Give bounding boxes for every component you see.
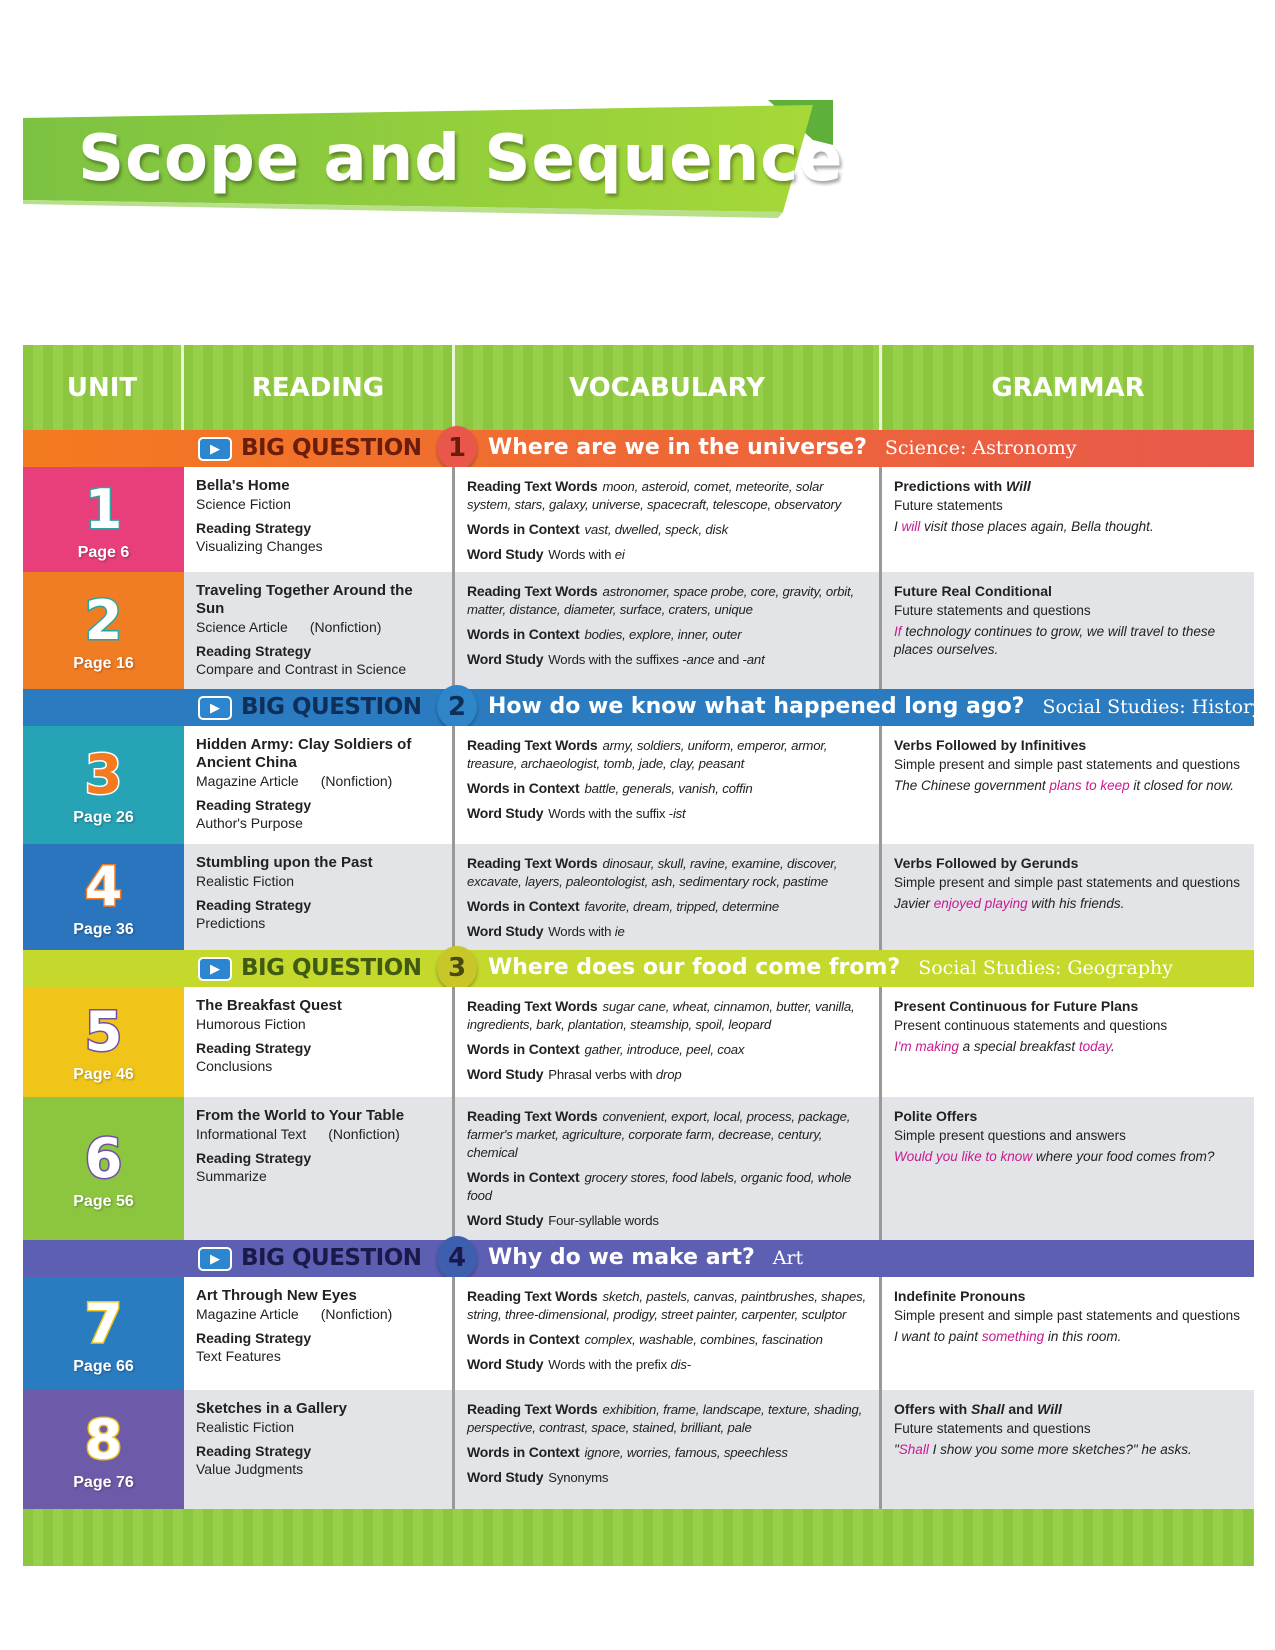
unit-row [23, 1277, 1254, 1390]
text: with his friends. [1027, 896, 1125, 911]
grammar-cell [882, 726, 1254, 844]
table-header [23, 345, 1254, 430]
genre: Realistic Fiction [196, 1419, 295, 1435]
unit-row [23, 844, 1254, 950]
unit-cell [23, 467, 184, 572]
grammar-example [894, 777, 1242, 795]
label: Reading Text Words [467, 1108, 598, 1124]
unit-page: Page 56 [73, 1192, 134, 1210]
big-question-band [23, 689, 1263, 726]
text: Javier [894, 896, 934, 911]
words: vast, dwelled, speck, disk [584, 522, 729, 537]
unit-number: 7 [84, 1291, 123, 1355]
grammar-cell [882, 987, 1254, 1097]
unit-row [23, 987, 1254, 1097]
text: ist [672, 806, 686, 821]
words-in-context [467, 1168, 867, 1205]
words-in-context [467, 1040, 867, 1059]
word-study [467, 1211, 867, 1230]
genre-type: (Nonfiction) [320, 1306, 393, 1322]
header-reading: READING [184, 345, 455, 430]
unit-number: 3 [84, 743, 123, 806]
unit-cell [23, 987, 184, 1097]
reading-text-words [467, 477, 867, 514]
unit-row [23, 1097, 1254, 1240]
words: ignore, worries, famous, speechless [584, 1445, 788, 1460]
grammar-cell [882, 467, 1254, 572]
highlighted-word: today [1078, 1039, 1111, 1054]
reading-title: From the World to Your Table [196, 1107, 405, 1124]
question-subject: Art [772, 1247, 804, 1269]
text: Polite Offers [894, 1108, 978, 1124]
text: I want to paint [894, 1329, 982, 1344]
text: in this room. [1044, 1329, 1122, 1344]
reading-title: Stumbling upon the Past [196, 854, 373, 871]
words: army, soldiers, uniform, emperor, armor, treasure, archaeologist, tomb, jade, clay, peasant [467, 738, 828, 771]
text: Verbs Followed by Gerunds [894, 855, 1079, 871]
label: Word Study [467, 651, 544, 667]
text: Synonyms [548, 1470, 609, 1485]
words: sketch, pastels, canvas, paintbrushes, shapes, string, three-dimensional, prodigy, street painter, carpenter, sculptor [467, 1289, 866, 1322]
reading-strategy: Conclusions [196, 1058, 273, 1074]
words: convenient, export, local, process, package, farmer's market, agriculture, corporate farm, decrease, century, chemical [467, 1109, 851, 1160]
label: Reading Text Words [467, 855, 598, 871]
play-icon: ▶ [198, 437, 232, 461]
text: Future Real Conditional [894, 583, 1052, 599]
label: Word Study [467, 1469, 544, 1485]
reading-strategy-label: Reading Strategy [196, 1040, 312, 1056]
words: grocery stores, food labels, organic food, whole food [467, 1170, 852, 1203]
vocabulary-cell [455, 1390, 882, 1509]
reading-text-words [467, 582, 867, 619]
words: dinosaur, skull, ravine, examine, discover, excavate, layers, paleontologist, ash, sedimentary rock, pastime [467, 856, 838, 889]
text: Present Continuous for Future Plans [894, 998, 1139, 1014]
reading-strategy: Visualizing Changes [196, 538, 323, 554]
play-icon: ▶ [198, 957, 232, 981]
reading-strategy-label: Reading Strategy [196, 897, 312, 913]
reading-cell [184, 467, 455, 572]
words: favorite, dream, tripped, determine [584, 899, 780, 914]
unit-row [23, 726, 1254, 844]
words: astronomer, space probe, core, gravity, orbit, matter, distance, diameter, surface, craters, unique [467, 584, 854, 617]
unit-cell [23, 844, 184, 950]
unit-number: 6 [84, 1126, 123, 1190]
big-question-band [23, 950, 1254, 987]
highlighted-word: will [901, 519, 921, 534]
label: Words in Context [467, 521, 580, 537]
reading-strategy: Value Judgments [196, 1461, 304, 1477]
text: it closed for now. [1129, 778, 1234, 793]
reading-text-words [467, 736, 867, 773]
vocabulary-cell [455, 467, 882, 572]
grammar-description: Simple present and simple past statements and questions [894, 875, 1240, 890]
reading-cell [184, 726, 455, 844]
words: moon, asteroid, comet, meteorite, solar system, stars, galaxy, universe, spacecraft, telescope, observatory [467, 479, 842, 512]
grammar-title [894, 997, 1242, 1015]
question-text: How do we know what happened long ago? [488, 694, 1025, 719]
big-question-band [23, 430, 1254, 467]
text: ei [614, 547, 625, 562]
text: Predictions with [894, 478, 1007, 494]
grammar-cell [882, 1097, 1254, 1240]
reading-text-words [467, 1107, 867, 1162]
reading-strategy-label: Reading Strategy [196, 1443, 312, 1459]
text: I show you some more sketches?" he asks. [928, 1442, 1192, 1457]
genre: Humorous Fiction [196, 1016, 306, 1032]
page-title: Scope and Sequence [78, 122, 844, 196]
text: Words with the prefix [548, 1357, 671, 1372]
genre-type: (Nonfiction) [309, 619, 382, 635]
vocabulary-cell [455, 726, 882, 844]
reading-title: Traveling Together Around the Sun [196, 582, 413, 617]
text: ie [614, 924, 625, 939]
label: Words in Context [467, 626, 580, 642]
grammar-title [894, 854, 1242, 872]
words-in-context [467, 779, 867, 798]
label: Words in Context [467, 1169, 580, 1185]
grammar-example [894, 895, 1242, 913]
unit-row [23, 1390, 1254, 1509]
reading-genre [196, 1015, 440, 1033]
label: Reading Text Words [467, 583, 598, 599]
text: Phrasal verbs with [548, 1067, 656, 1082]
text: Will [1006, 478, 1031, 494]
text: I [894, 519, 902, 534]
big-question-number: 4 [437, 1236, 477, 1280]
word-study [467, 545, 867, 564]
unit-page: Page 46 [73, 1066, 134, 1083]
grammar-example [894, 1038, 1242, 1056]
reading-genre [196, 772, 440, 790]
header-vocabulary: VOCABULARY [455, 345, 882, 430]
header-grammar: GRAMMAR [991, 372, 1145, 403]
big-question-band [23, 1240, 1254, 1277]
reading-strategy-label: Reading Strategy [196, 1330, 312, 1346]
reading-genre [196, 495, 440, 513]
text: . [1110, 1039, 1115, 1054]
unit-page: Page 16 [73, 654, 134, 672]
highlighted-word: enjoyed playing [933, 896, 1028, 911]
genre-type: (Nonfiction) [328, 1126, 400, 1142]
text: Indefinite Pronouns [894, 1288, 1026, 1304]
highlighted-word: something [981, 1329, 1045, 1344]
words-in-context [467, 1443, 867, 1462]
unit-cell [23, 726, 184, 844]
label: Word Study [467, 923, 544, 939]
words-in-context [467, 1330, 867, 1349]
reading-cell [184, 987, 455, 1097]
reading-title: Art Through New Eyes [196, 1287, 357, 1304]
text: drop [655, 1067, 682, 1082]
reading-cell [184, 1097, 455, 1240]
grammar-description: Future statements [894, 498, 1003, 513]
unit-number: 5 [84, 1000, 123, 1063]
play-icon: ▶ [198, 1247, 232, 1271]
text: Words with the suffix - [548, 806, 673, 821]
reading-genre [196, 618, 440, 636]
text: ant [746, 652, 765, 667]
reading-cell [184, 1277, 455, 1390]
grammar-description: Simple present and simple past statements and questions [894, 757, 1240, 772]
words: bodies, explore, inner, outer [584, 627, 742, 642]
big-question-label: BIG QUESTION [241, 1245, 422, 1271]
word-study [467, 804, 867, 823]
text: " [894, 1442, 899, 1457]
unit-number: 2 [84, 588, 123, 652]
big-question-text [488, 435, 1076, 460]
text: technology continues to grow, we will travel to these places ourselves. [894, 624, 1216, 657]
grammar-description: Simple present questions and answers [894, 1128, 1126, 1143]
scope-sequence-table [23, 345, 1263, 1566]
words-in-context [467, 897, 867, 916]
grammar-example [894, 623, 1242, 659]
label: Words in Context [467, 1444, 580, 1460]
grammar-description: Future statements and questions [894, 603, 1091, 618]
label: Words in Context [467, 1041, 580, 1057]
vocabulary-cell [455, 1097, 882, 1240]
grammar-description: Simple present and simple past statements and questions [894, 1308, 1240, 1323]
text: Offers with [894, 1401, 972, 1417]
label: Words in Context [467, 898, 580, 914]
question-text: Where does our food come from? [488, 955, 901, 980]
genre: Magazine Article [196, 1306, 299, 1322]
unit-page: Page 66 [73, 1357, 134, 1375]
vocabulary-cell [455, 987, 882, 1097]
text: Shall [971, 1401, 1005, 1417]
reading-strategy: Summarize [196, 1168, 267, 1184]
words: exhibition, frame, landscape, texture, shading, perspective, contrast, space, stained, brilliant, pale [467, 1402, 863, 1435]
vocabulary-cell [455, 1277, 882, 1390]
text: where your food comes from? [1032, 1149, 1215, 1164]
text: ance [686, 652, 715, 667]
genre-type: (Nonfiction) [320, 773, 393, 789]
text: Words with the suffixes - [548, 652, 687, 667]
reading-strategy: Author's Purpose [196, 815, 303, 831]
reading-strategy: Text Features [196, 1348, 281, 1364]
unit-row [23, 572, 1254, 689]
text: and [1004, 1401, 1038, 1417]
grammar-cell [882, 572, 1254, 689]
genre: Science Fiction [196, 496, 291, 512]
label: Word Study [467, 1066, 544, 1082]
grammar-cell [882, 1277, 1254, 1390]
words: battle, generals, vanish, coffin [584, 781, 753, 796]
word-study [467, 922, 867, 941]
vocabulary-cell [455, 572, 882, 689]
table-footer-band [23, 1509, 1254, 1566]
reading-genre [196, 872, 440, 890]
reading-cell [184, 1390, 455, 1509]
text: dis- [670, 1357, 691, 1372]
highlighted-word: If [894, 624, 902, 639]
reading-strategy-label: Reading Strategy [196, 643, 312, 659]
label: Words in Context [467, 1331, 580, 1347]
big-question-text [488, 694, 1263, 719]
grammar-title [894, 477, 1242, 495]
grammar-title [894, 1287, 1242, 1305]
text: Four-syllable words [548, 1213, 659, 1228]
text: visit those places again, Bella thought. [920, 519, 1154, 534]
words-in-context [467, 520, 867, 539]
label: Word Study [467, 546, 544, 562]
big-question-label: BIG QUESTION [241, 694, 422, 720]
reading-strategy: Compare and Contrast in Science [196, 661, 407, 677]
question-subject: Science: Astronomy [884, 437, 1077, 459]
reading-strategy-label: Reading Strategy [196, 797, 312, 813]
word-study [467, 1065, 867, 1084]
words: sugar cane, wheat, cinnamon, butter, vanilla, ingredients, bark, plantation, steamship, spoil, leopard [467, 999, 855, 1032]
header-unit: UNIT [23, 345, 184, 430]
reading-genre [196, 1305, 440, 1323]
grammar-example [894, 1328, 1242, 1346]
label: Reading Text Words [467, 998, 598, 1014]
reading-cell [184, 844, 455, 950]
grammar-title [894, 1400, 1242, 1418]
unit-page: Page 36 [73, 921, 134, 938]
label: Word Study [467, 1356, 544, 1372]
genre: Informational Text [196, 1126, 307, 1142]
grammar-example [894, 518, 1242, 536]
title-banner [23, 100, 883, 240]
grammar-cell [882, 1390, 1254, 1509]
reading-genre [196, 1125, 440, 1143]
text: Will [1037, 1401, 1062, 1417]
grammar-description: Present continuous statements and questions [894, 1018, 1168, 1033]
big-question-label: BIG QUESTION [241, 955, 422, 981]
question-subject: Social Studies: Geography [918, 957, 1173, 979]
reading-title: The Breakfast Quest [196, 997, 342, 1014]
words-in-context [467, 625, 867, 644]
question-text: Where are we in the universe? [488, 435, 867, 460]
label: Word Study [467, 805, 544, 821]
reading-strategy: Predictions [196, 915, 266, 931]
unit-cell [23, 1277, 184, 1390]
unit-cell [23, 572, 184, 689]
question-subject: Social Studies: History [1042, 696, 1263, 718]
genre: Magazine Article [196, 773, 299, 789]
reading-title: Sketches in a Gallery [196, 1400, 347, 1417]
question-text: Why do we make art? [488, 1245, 755, 1270]
words: gather, introduce, peel, coax [584, 1042, 745, 1057]
reading-text-words [467, 854, 867, 891]
highlighted-word: Would you like to know [894, 1149, 1033, 1164]
reading-strategy-label: Reading Strategy [196, 1150, 312, 1166]
unit-cell [23, 1390, 184, 1509]
word-study [467, 1468, 867, 1487]
unit-page: Page 6 [77, 543, 130, 561]
big-question-number: 3 [437, 946, 477, 990]
grammar-title [894, 736, 1242, 754]
reading-strategy-label: Reading Strategy [196, 520, 312, 536]
label: Reading Text Words [467, 478, 598, 494]
grammar-description: Future statements and questions [894, 1421, 1091, 1436]
genre: Science Article [196, 619, 288, 635]
text: Words with [548, 924, 615, 939]
label: Reading Text Words [467, 1401, 598, 1417]
highlighted-word: plans to keep [1049, 778, 1130, 793]
unit-row [23, 467, 1254, 572]
reading-cell [184, 572, 455, 689]
reading-genre [196, 1418, 440, 1436]
big-question-number: 1 [437, 426, 477, 470]
words: complex, washable, combines, fascination [584, 1332, 823, 1347]
grammar-cell [882, 844, 1254, 950]
highlighted-word: I'm making [894, 1039, 959, 1054]
label: Reading Text Words [467, 737, 598, 753]
grammar-example [894, 1441, 1242, 1459]
label: Word Study [467, 1212, 544, 1228]
unit-cell [23, 1097, 184, 1240]
big-question-label: BIG QUESTION [241, 435, 422, 461]
text: and - [714, 652, 747, 667]
label: Reading Text Words [467, 1288, 598, 1304]
text: The Chinese government [894, 778, 1050, 793]
unit-number: 8 [84, 1407, 123, 1471]
label: Words in Context [467, 780, 580, 796]
big-question-text [488, 1245, 803, 1270]
unit-page: Page 26 [73, 809, 134, 826]
unit-number: 1 [84, 477, 123, 541]
play-icon: ▶ [198, 696, 232, 720]
word-study [467, 1355, 867, 1374]
highlighted-word: Shall [898, 1442, 929, 1457]
unit-number: 4 [84, 855, 123, 918]
reading-text-words [467, 1400, 867, 1437]
word-study [467, 650, 867, 669]
reading-title: Hidden Army: Clay Soldiers of Ancient China [196, 736, 412, 771]
genre: Realistic Fiction [196, 873, 295, 889]
text: Verbs Followed by Infinitives [894, 737, 1087, 753]
reading-text-words [467, 1287, 867, 1324]
big-question-text [488, 955, 1173, 980]
vocabulary-cell [455, 844, 882, 950]
grammar-title [894, 1107, 1242, 1125]
unit-page: Page 76 [73, 1473, 134, 1491]
reading-title: Bella's Home [196, 477, 290, 494]
grammar-title [894, 582, 1242, 600]
text: Words with [548, 547, 615, 562]
big-question-number: 2 [437, 685, 477, 729]
text: a special breakfast [958, 1039, 1079, 1054]
reading-text-words [467, 997, 867, 1034]
grammar-example [894, 1148, 1242, 1166]
